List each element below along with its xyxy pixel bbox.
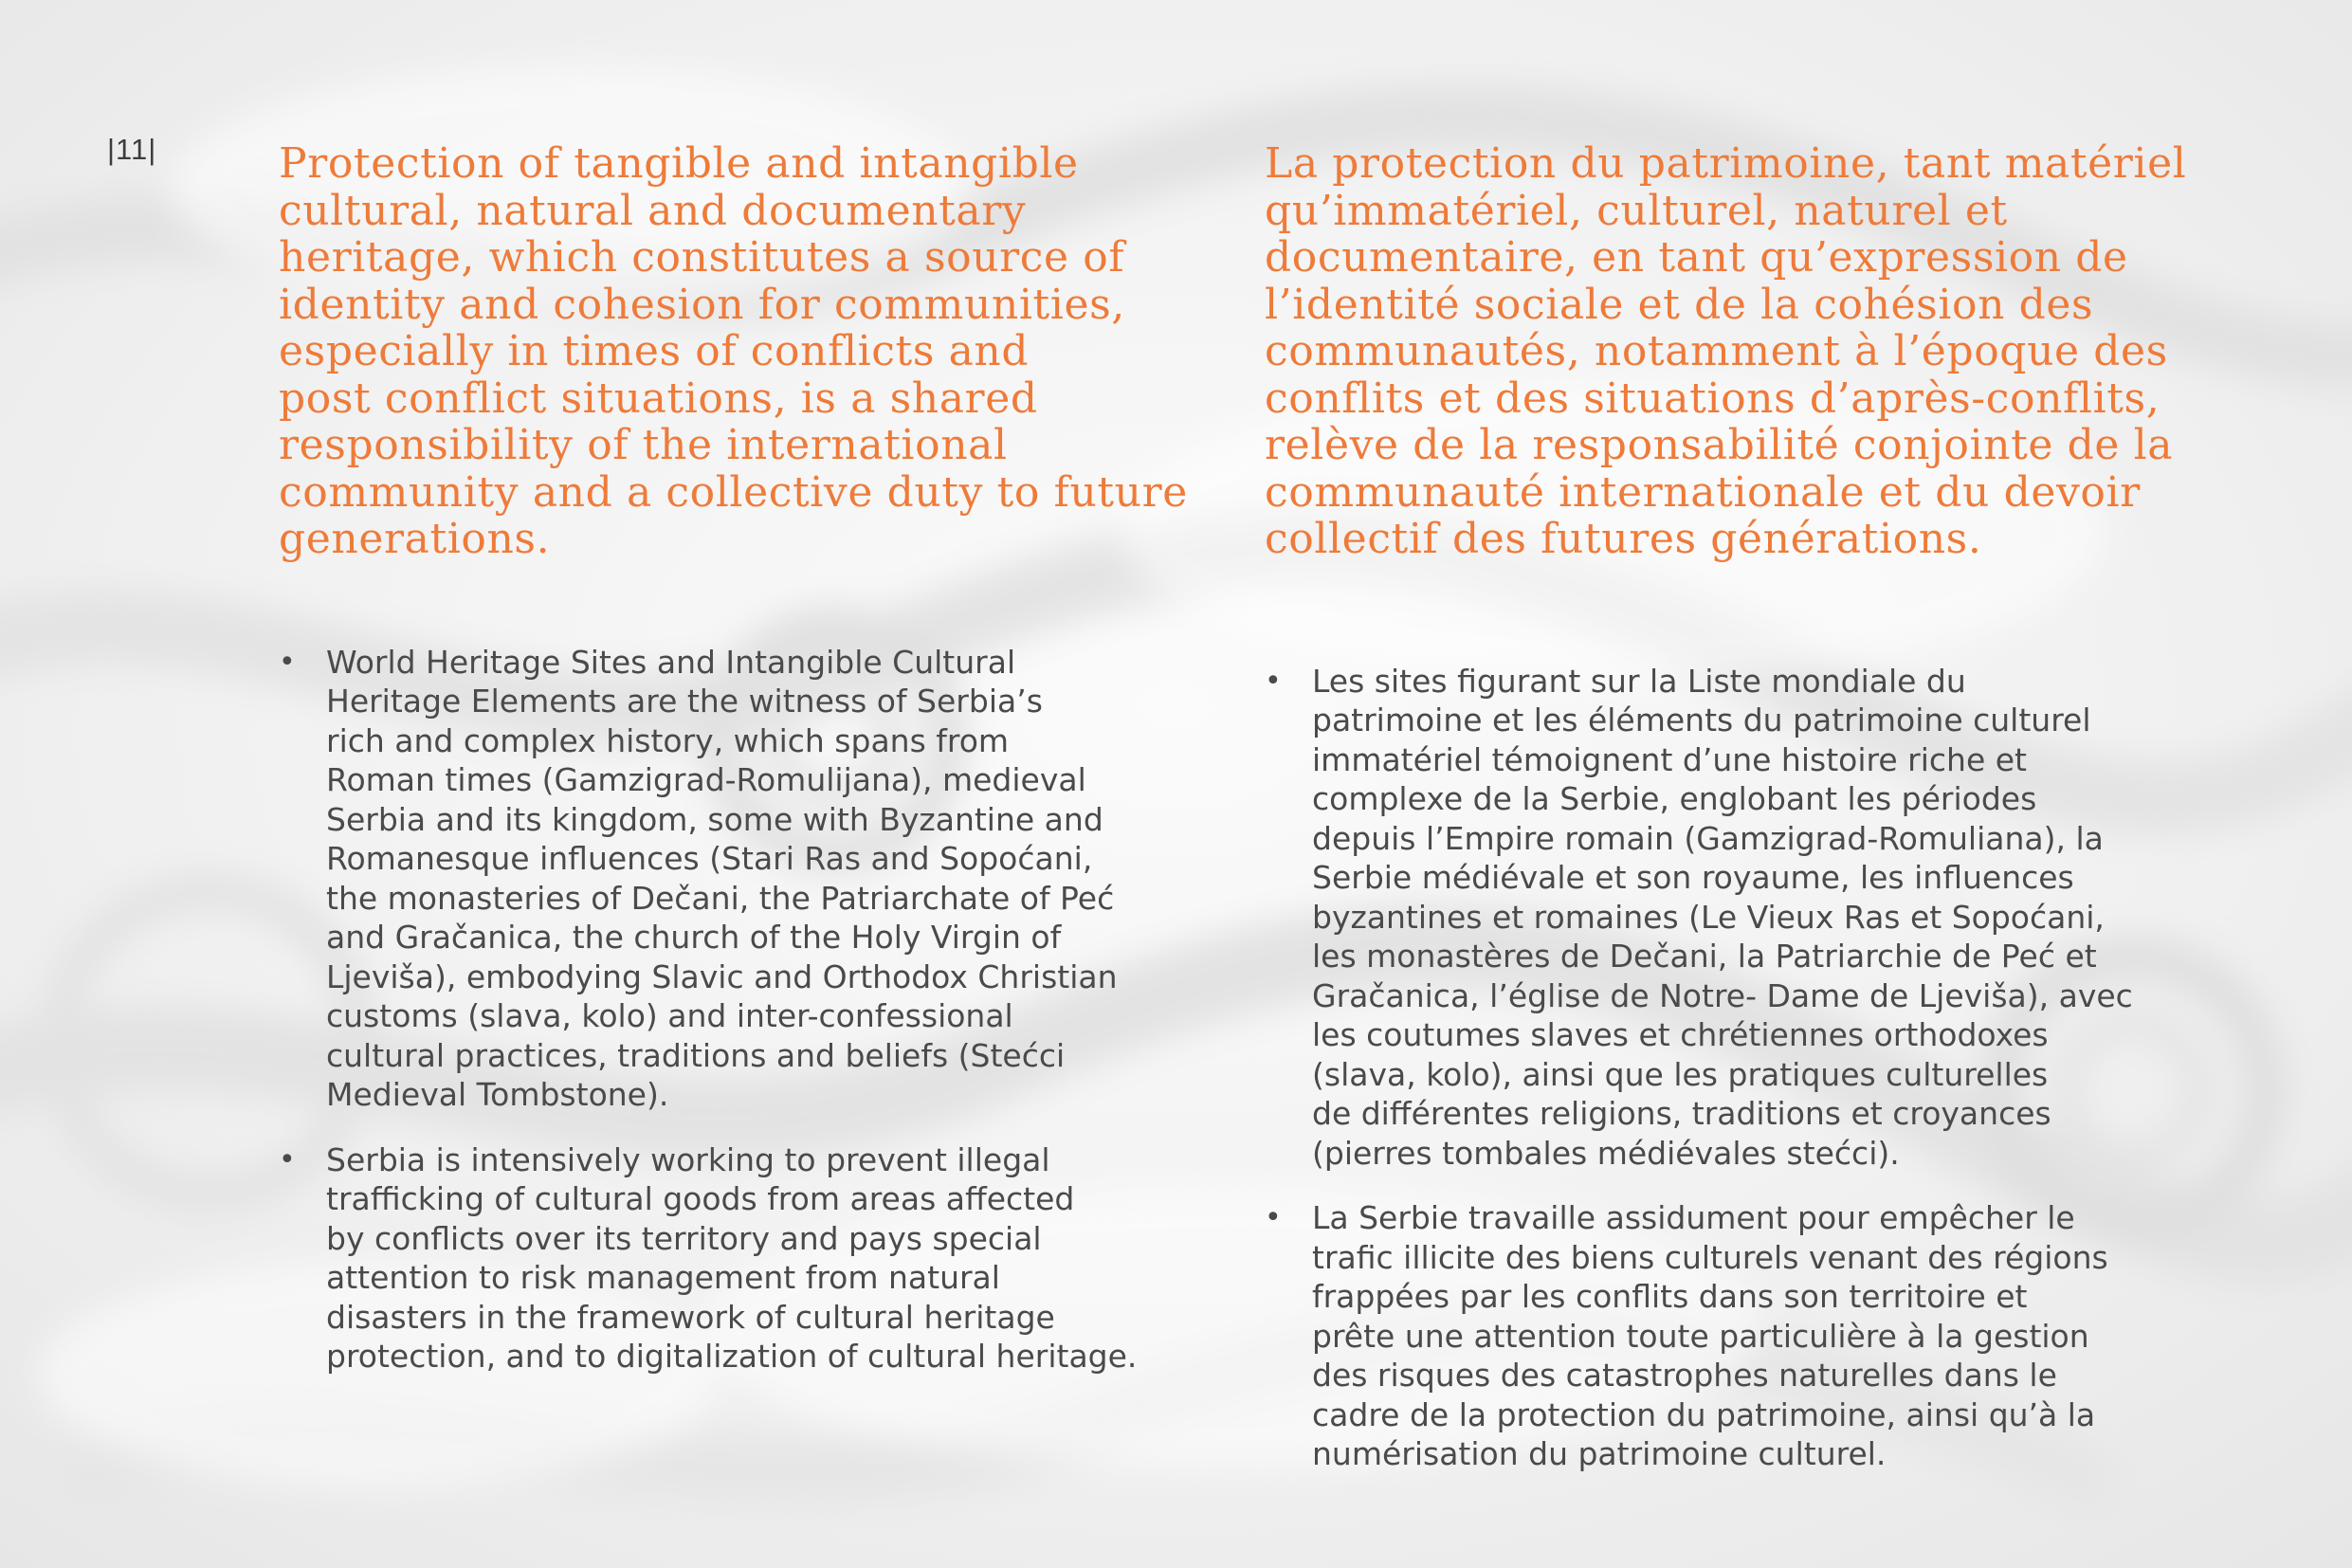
french-bullet-item-2 xyxy=(1265,1198,2213,1474)
bullet-icon: • xyxy=(279,1142,296,1176)
french-bullet-list xyxy=(1265,662,2213,1474)
english-lead-paragraph: Protection of tangible and intangible cultural, natural and documentary heritage, which constitutes a source of identity and cohesion for communities, especially in times of conflicts and post conflict situations, is a shared responsibility of the international community and a collective duty to future generations. xyxy=(279,139,1188,563)
page-number: |11| xyxy=(107,133,157,166)
english-bullet-item-2 xyxy=(279,1140,1217,1377)
french-bullet-text-2: La Serbie travaille assidument pour empêcher le trafic illicite des biens culturels venant des régions frappées par les conflits dans son territoire et prête une attention toute particulière à la gestion des risques des catastrophes naturelles dans le cadre de la protection du patrimoine, ainsi qu’à la numérisation du patrimoine culturel. xyxy=(1312,1199,2108,1472)
french-column xyxy=(1265,0,2213,1500)
english-bullet-text-1: World Heritage Sites and Intangible Cultural Heritage Elements are the witness of Serbia’s rich and complex history, which spans from Roman times (Gamzigrad-Romulijana), medieval Serbia and its kingdom, some with Byzantine and Romanesque influences (Stari Ras and Sopoćani, the monasteries of Dečani, the Patriarchate of Peć and Gračanica, the church of the Holy Virgin of Ljeviša), embodying Slavic and Orthodox Christian customs (slava, kolo) and inter-confessional cultural practices, traditions and beliefs (Stećci Medieval Tombstone). xyxy=(326,643,1118,1113)
french-bullet-text-1: Les sites figurant sur la Liste mondiale du patrimoine et les éléments du patrimoine culturel immatériel témoignent d’une histoire riche et complexe de la Serbie, englobant les périodes depuis l’Empire romain (Gamzigrad-Romuliana), la Serbie médiévale et son royaume, les influences byzantines et romaines (Le Vieux Ras et Sopoćani, les monastères de Dečani, la Patriarchie de Peć et Gračanica, l’église de Notre- Dame de Ljeviša), avec les coutumes slaves et chrétiennes orthodoxes (slava, kolo), ainsi que les pratiques culturelles de différentes religions, traditions et croyances (pierres tombales médiévales stećci). xyxy=(1312,662,2133,1172)
french-lead-paragraph: La protection du patrimoine, tant matériel qu’immatériel, culturel, naturel et documentaire, en tant qu’expression de l’identité sociale et de la cohésion des communautés, notamment à l’époque des conflits et des situations d’après-conflits, relève de la responsabilité conjointe de la communauté internationale et du devoir collectif des futures générations. xyxy=(1265,139,2187,563)
french-bullet-item-1 xyxy=(1265,662,2213,1174)
bullet-icon: • xyxy=(1265,1201,1282,1234)
bullet-icon: • xyxy=(1265,664,1282,698)
english-bullet-list xyxy=(279,643,1217,1377)
english-column xyxy=(279,0,1217,1402)
english-bullet-item-1 xyxy=(279,643,1217,1115)
english-bullet-text-2: Serbia is intensively working to prevent illegal trafficking of cultural goods from areas affected by conflicts over its territory and pays special attention to risk management from natural disasters in the framework of cultural heritage protection, and to digitalization of cultural heritage. xyxy=(326,1140,1138,1375)
bullet-icon: • xyxy=(279,645,296,679)
